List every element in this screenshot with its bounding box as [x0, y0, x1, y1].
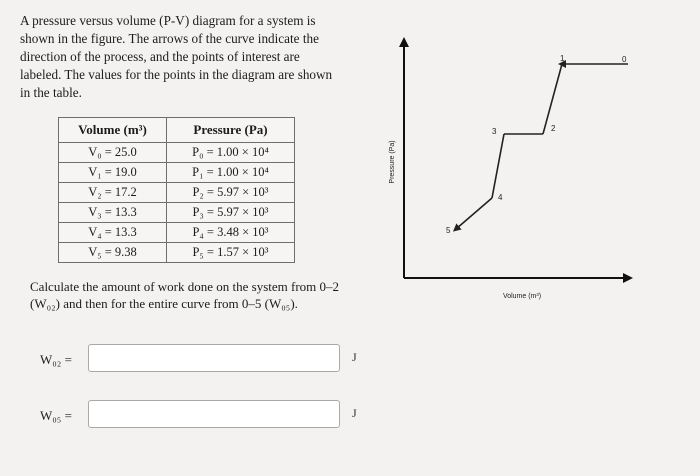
curve-segment-3-4 [492, 134, 504, 198]
question-text [30, 278, 370, 312]
pressure-cell: P₂ = 5.97 × 10³ [167, 183, 295, 203]
w05-input[interactable] [88, 400, 340, 428]
point-label-3: 3 [492, 127, 497, 136]
intro-line: shown in the figure. The arrows of the curve indicate the [20, 31, 319, 46]
point-label-4: 4 [498, 193, 503, 202]
volume-cell: V₁ = 19.0 [59, 163, 167, 183]
table-row [59, 163, 295, 183]
intro-line: in the table. [20, 85, 82, 100]
w02-unit: J [352, 350, 357, 364]
table-row [59, 223, 295, 243]
table-row [59, 203, 295, 223]
question-line: (W₀₂) and then for the entire curve from 0–5 (W₀₅). [30, 296, 298, 311]
volume-axis-label: Volume (m³) [502, 293, 542, 300]
pressure-cell: P₁ = 1.00 × 10⁴ [167, 163, 295, 183]
table-row [59, 143, 295, 163]
point-label-2: 2 [551, 124, 556, 133]
w02-label: W₀₂ = [40, 352, 72, 367]
table-header-row [59, 118, 295, 143]
table-row [59, 243, 295, 263]
pressure-cell: P₀ = 1.00 × 10⁴ [167, 143, 295, 163]
point-label-1: 1 [560, 54, 565, 63]
pv-values-table [58, 117, 295, 263]
w05-label: W₀₅ = [40, 408, 72, 423]
intro-line: A pressure versus volume (P-V) diagram for a system is [20, 13, 316, 28]
point-label-0: 0 [622, 55, 627, 64]
table-row [59, 183, 295, 203]
curve-segment-4-5 [456, 198, 492, 229]
process-curve [446, 54, 628, 235]
pressure-axis-label: Pressure (Pa) [389, 140, 396, 184]
volume-cell: V₀ = 25.0 [59, 143, 167, 163]
pressure-cell: P₅ = 1.57 × 10³ [167, 243, 295, 263]
problem-statement [20, 12, 355, 102]
w05-unit: J [352, 406, 357, 420]
question-line: Calculate the amount of work done on the system from 0–2 [30, 279, 340, 294]
volume-cell: V₄ = 13.3 [59, 223, 167, 243]
w02-input[interactable] [88, 344, 340, 372]
volume-column-header: Volume (m³) [59, 118, 167, 143]
volume-cell: V₃ = 13.3 [59, 203, 167, 223]
pressure-cell: P₄ = 3.48 × 10³ [167, 223, 295, 243]
volume-cell: V₂ = 17.2 [59, 183, 167, 203]
intro-line: labeled. The values for the points in the diagram are shown [20, 67, 333, 82]
pv-diagram [366, 22, 638, 307]
intro-line: direction of the process, and the points of interest are [20, 49, 300, 64]
pressure-cell: P₃ = 5.97 × 10³ [167, 203, 295, 223]
point-label-5: 5 [446, 226, 451, 235]
volume-cell: V₅ = 9.38 [59, 243, 167, 263]
pressure-column-header: Pressure (Pa) [167, 118, 295, 143]
